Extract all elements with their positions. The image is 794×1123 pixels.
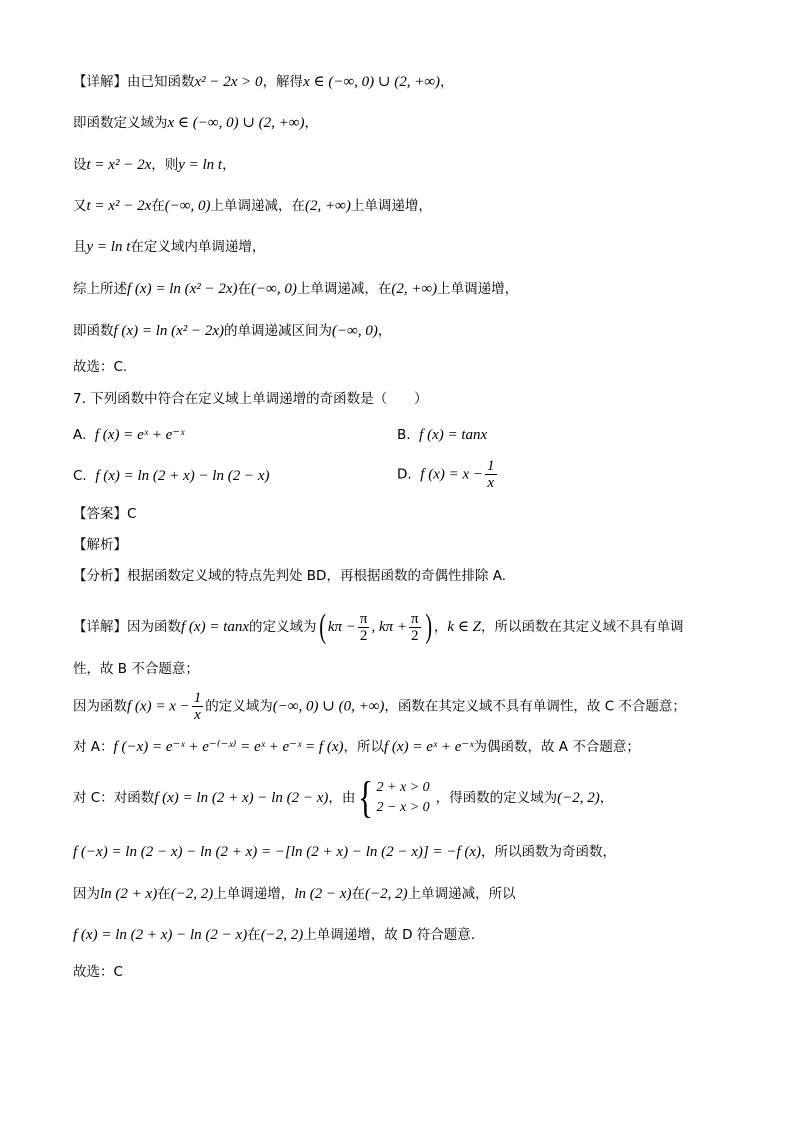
math-expression: (−∞, 0) <box>251 281 297 297</box>
explain-line-1: 【详解】因为函数f (x) = tanx的定义域为( kπ − $\frac{\pi}{2}$ , kπ + $\frac{\pi}{2}$ ) ，k ∈ Z，所以函数在其定义域不具有单调 <box>73 608 684 645</box>
inequality-system: 2 + x > 0 2 − x > 0 <box>376 780 430 815</box>
math-expression: k ∈ Z <box>447 619 482 635</box>
math-expression: (−2, 2) <box>170 886 214 902</box>
math-expression: f (x) = eˣ + e⁻ˣ <box>384 739 474 755</box>
math-expression: f (x) = ln (2 + x) − ln (2 − x) <box>95 468 270 484</box>
math-expression: f (−x) = ln (2 − x) − ln (2 + x) = −[ln (2 + x) − ln (2 − x)] = −f (x) <box>73 844 482 860</box>
detail-line-6: 综上所述f (x) = ln (x² − 2x)在(−∞, 0)上单调递减，在(2, +∞)上单调递增， <box>73 281 519 297</box>
fenxi-label: 【分析】 <box>73 568 127 584</box>
answer-choice-line: 故选：C. <box>73 359 128 375</box>
math-expression: f (x) = ln (2 + x) − ln (2 − x) <box>154 790 329 806</box>
math-expression: f (x) = eˣ + e⁻ˣ <box>94 427 185 443</box>
math-expression: f (x) = ln (x² − 2x) <box>127 281 238 297</box>
detail-line-1: 【详解】由已知函数x² − 2x > 0，解得x ∈ (−∞, 0) ∪ (2, +∞)， <box>73 74 454 90</box>
detail-line-2: 即函数定义域为x ∈ (−∞, 0) ∪ (2, +∞)， <box>73 115 318 131</box>
math-expression: f (x) = tanx <box>419 427 488 443</box>
math-expression: f (−x) = e⁻ˣ + e⁻⁽⁻ˣ⁾ = eˣ + e⁻ˣ = f (x) <box>113 739 344 755</box>
option-a: A. f (x) = eˣ + e⁻ˣ <box>73 427 185 443</box>
explain-line-5: 对 C：对函数f (x) = ln (2 + x) − ln (2 − x)，由{ 2 + x > 0 2 − x > 0 ，得函数的定义域为(−2, 2)， <box>73 773 614 822</box>
math-expression: (2, +∞) <box>305 198 351 214</box>
math-expression: y = ln t <box>86 239 131 255</box>
math-expression: (−2, 2) <box>365 886 408 902</box>
math-expression: x ∈ (−∞, 0) ∪ (2, +∞) <box>167 115 305 131</box>
answer-line: 【答案】C <box>73 506 137 522</box>
fraction: $\frac{\pi}{2}$ <box>359 610 368 644</box>
math-expression: f (x) = tanx <box>181 619 250 635</box>
fraction: $\frac{\pi}{2}$ <box>411 610 419 644</box>
math-expression: ln (2 + x) <box>100 886 158 902</box>
math-expression: (−2, 2) <box>260 927 304 943</box>
math-expression: ln (2 − x) <box>294 886 352 902</box>
explain-line-3: 因为函数f (x) = x − $\frac{1}{x}$ 的定义域为(−∞, 0) ∪ (0, +∞)，函数在其定义域不具有单调性，故 C 不合题意； <box>73 690 686 723</box>
option-b: B. f (x) = tanx <box>397 427 488 443</box>
math-expression: f (x) = x − <box>420 466 483 483</box>
question-7: 7. 下列函数中符合在定义域上单调递增的奇函数是（ ） <box>73 391 428 407</box>
math-expression: t = x² − 2x <box>86 157 152 173</box>
math-expression: t = x² − 2x <box>86 198 152 214</box>
math-expression: f (x) = x − <box>127 698 190 715</box>
detail-label: 【详解】 <box>73 619 127 635</box>
final-answer-line: 故选：C <box>73 964 123 980</box>
fraction: $\frac{1}{x}$ <box>487 458 495 491</box>
math-expression: x² − 2x > 0 <box>194 74 263 90</box>
detail-line-5: 且y = ln t在定义域内单调递增， <box>73 239 266 255</box>
math-expression: (−∞, 0) ∪ (0, +∞) <box>272 698 385 715</box>
detail-line-3: 设t = x² − 2x，则y = ln t， <box>73 157 236 173</box>
math-expression: (−∞, 0) <box>164 198 211 214</box>
explain-line-4: 对 A：f (−x) = e⁻ˣ + e⁻⁽⁻ˣ⁾ = eˣ + e⁻ˣ = f (x)，所以f (x) = eˣ + e⁻ˣ为偶函数，故 A 不合题意； <box>73 739 640 755</box>
explain-line-8: f (x) = ln (2 + x) − ln (2 − x)在(−2, 2)上单调递增，故 D 符合题意. <box>73 927 476 943</box>
math-expression: (−∞, 0) <box>332 323 378 339</box>
detail-label: 【详解】 <box>73 74 127 90</box>
explain-line-2: 性，故 B 不合题意； <box>73 661 199 677</box>
math-expression: y = ln t <box>178 157 223 173</box>
math-expression: (−2, 2) <box>557 790 600 806</box>
math-expression: x ∈ (−∞, 0) ∪ (2, +∞) <box>303 74 441 90</box>
option-d: D. f (x) = x − $\frac{1}{x}$ <box>397 458 495 491</box>
explain-line-6: f (−x) = ln (2 − x) − ln (2 + x) = −[ln (2 + x) − ln (2 − x)] = −f (x)，所以函数为奇函数， <box>73 844 617 860</box>
math-expression: f (x) = ln (2 + x) − ln (2 − x) <box>73 927 248 943</box>
fenxi-line: 【分析】根据函数定义域的特点先判处 BD，再根据函数的奇偶性排除 A. <box>73 568 507 584</box>
fraction: $\frac{1}{x}$ <box>193 690 202 723</box>
detail-line-4: 又t = x² − 2x在(−∞, 0)上单调递减，在(2, +∞)上单调递增， <box>73 198 432 214</box>
math-expression: (2, +∞) <box>391 281 438 297</box>
detail-line-7: 即函数f (x) = ln (x² − 2x)的单调递减区间为(−∞, 0)， <box>73 323 392 339</box>
analysis-label: 【解析】 <box>73 537 127 553</box>
math-expression: f (x) = ln (x² − 2x) <box>113 323 225 339</box>
answer-label: 【答案】 <box>73 506 127 522</box>
option-c: C. f (x) = ln (2 + x) − ln (2 − x) <box>73 468 270 484</box>
explain-line-7: 因为ln (2 + x)在(−2, 2)上单调递增，ln (2 − x)在(−2, 2)上单调递减，所以 <box>73 886 516 902</box>
